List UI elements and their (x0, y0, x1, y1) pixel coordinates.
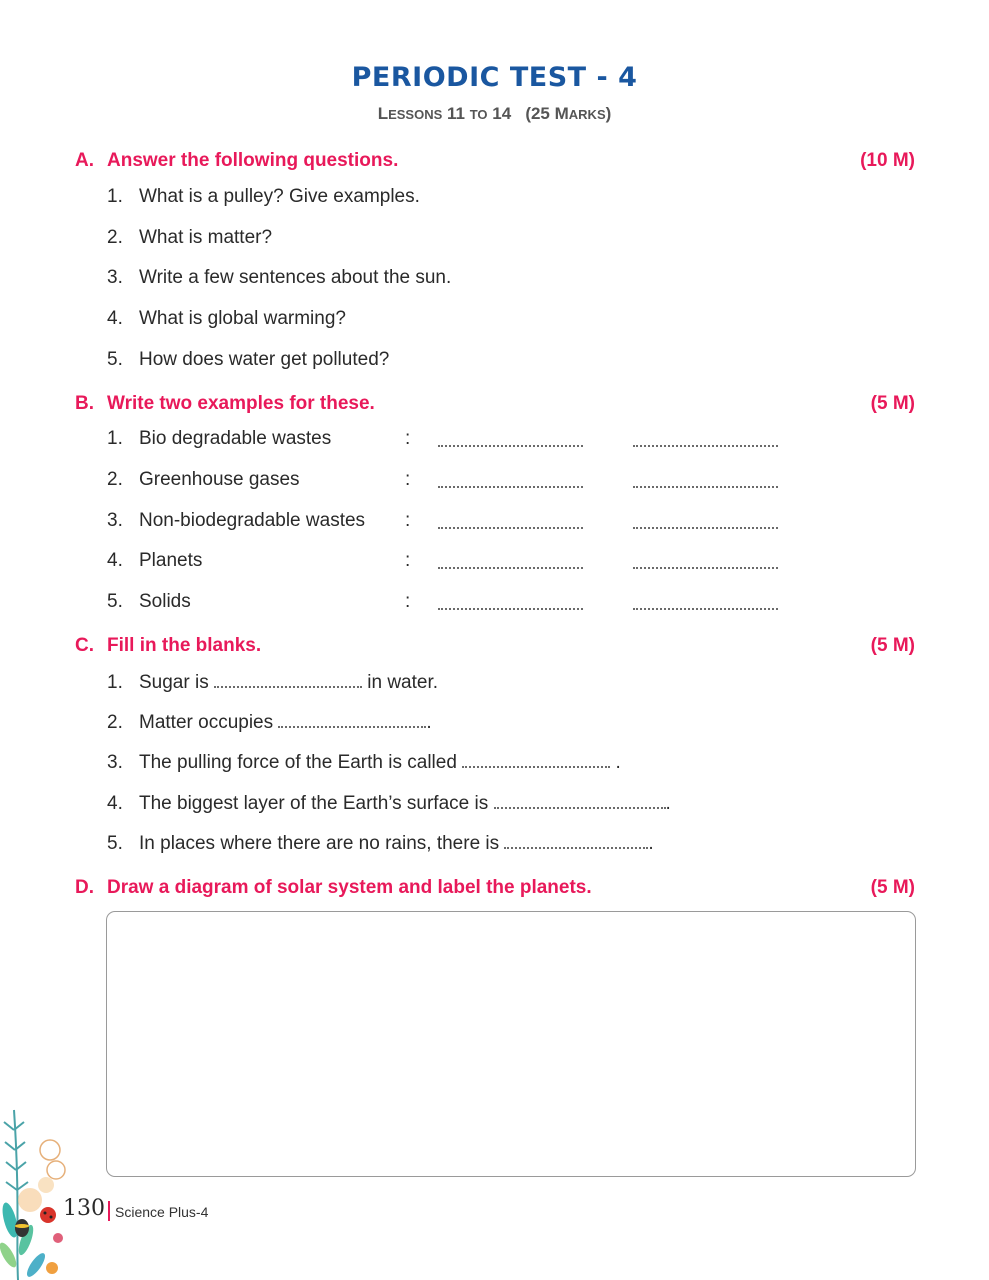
item-number: 4. (107, 793, 123, 814)
section-title: Draw a diagram of solar system and label the planets. (107, 877, 592, 898)
question-item (107, 186, 420, 208)
section-d-heading (75, 877, 915, 899)
subtitle-part: 11 (442, 104, 470, 123)
item-text: . (610, 752, 621, 773)
drawing-area[interactable] (106, 911, 916, 1177)
question-item (107, 349, 389, 371)
fill-blank-item (107, 833, 654, 855)
question-item (107, 308, 346, 330)
answer-blank[interactable] (633, 607, 778, 610)
footer-divider (108, 1201, 110, 1221)
item-number: 3. (107, 510, 123, 531)
question-item (107, 227, 272, 249)
item-text: Planets (139, 550, 203, 571)
subtitle-part: TO (469, 107, 488, 122)
item-text: Sugar is (139, 672, 214, 693)
answer-blank[interactable] (462, 765, 610, 768)
answer-blank[interactable] (438, 444, 583, 447)
section-b-heading (75, 393, 915, 415)
section-letter: D. (75, 877, 94, 898)
section-marks: (10 M) (860, 150, 915, 171)
answer-blank[interactable] (633, 444, 778, 447)
item-text: The pulling force of the Earth is called (139, 752, 463, 773)
colon: : (405, 591, 411, 612)
answer-blank[interactable] (494, 806, 666, 809)
item-text: The biggest layer of the Earth’s surface is (139, 793, 494, 814)
section-letter: A. (75, 150, 94, 171)
item-number: 1. (107, 428, 123, 449)
fill-blank-item (107, 672, 438, 694)
section-c-heading (75, 635, 915, 657)
answer-blank[interactable] (278, 725, 426, 728)
section-letter: C. (75, 635, 94, 656)
colon: : (405, 550, 411, 571)
bee-icon (15, 1219, 29, 1237)
item-text: . (426, 712, 432, 733)
item-number: 1. (107, 186, 123, 207)
item-number: 4. (107, 308, 123, 329)
answer-blank[interactable] (633, 526, 778, 529)
question-item (107, 267, 451, 289)
example-item (107, 550, 202, 572)
section-marks: (5 M) (870, 877, 915, 898)
answer-blank[interactable] (438, 566, 583, 569)
item-text: . (665, 793, 671, 814)
ladybug-icon (40, 1207, 56, 1223)
answer-blank[interactable] (214, 685, 362, 688)
section-title: Fill in the blanks. (107, 635, 262, 656)
section-letter: B. (75, 393, 94, 414)
example-item (107, 428, 331, 450)
subtitle-part: L (377, 104, 389, 123)
pink-flower-icon (46, 1233, 63, 1274)
example-item (107, 510, 365, 532)
subtitle-part: ARKS (568, 107, 606, 122)
item-number: 3. (107, 267, 123, 288)
answer-blank[interactable] (504, 846, 648, 849)
fill-blank-item (107, 712, 432, 734)
subtitle-part: 14 (25 M (487, 104, 569, 123)
section-marks: (5 M) (870, 635, 915, 656)
item-number: 4. (107, 550, 123, 571)
colon: : (405, 428, 411, 449)
item-number: 1. (107, 672, 123, 693)
item-text: . (648, 833, 654, 854)
example-item (107, 591, 191, 613)
item-number: 2. (107, 227, 123, 248)
colon: : (405, 510, 411, 531)
item-text: How does water get polluted? (139, 349, 390, 370)
item-text: Bio degradable wastes (139, 428, 332, 449)
book-name: Science Plus-4 (115, 1204, 209, 1220)
colon: : (405, 469, 411, 490)
item-number: 5. (107, 833, 123, 854)
section-title: Answer the following questions. (107, 150, 399, 171)
item-text: Solids (139, 591, 191, 612)
floral-decoration-icon (0, 1090, 80, 1280)
item-text: What is global warming? (139, 308, 346, 329)
answer-blank[interactable] (633, 566, 778, 569)
subtitle-part: ) (605, 104, 612, 123)
page-number: 130 (63, 1196, 105, 1221)
item-number: 2. (107, 712, 123, 733)
flower-icon (18, 1140, 65, 1212)
item-number: 3. (107, 752, 123, 773)
item-text: Greenhouse gases (139, 469, 300, 490)
item-number: 2. (107, 469, 123, 490)
fill-blank-item (107, 752, 621, 774)
item-text: in water. (361, 672, 439, 693)
item-number: 5. (107, 349, 123, 370)
item-text: Non-biodegradable wastes (139, 510, 366, 531)
item-number: 5. (107, 591, 123, 612)
answer-blank[interactable] (438, 526, 583, 529)
answer-blank[interactable] (438, 607, 583, 610)
answer-blank[interactable] (633, 485, 778, 488)
item-text: Matter occupies (139, 712, 279, 733)
answer-blank[interactable] (438, 485, 583, 488)
fill-blank-item (107, 793, 671, 815)
item-text: Write a few sentences about the sun. (139, 267, 452, 288)
example-item (107, 469, 300, 491)
section-marks: (5 M) (870, 393, 915, 414)
item-text: What is matter? (139, 227, 273, 248)
item-text: In places where there are no rains, there is (139, 833, 505, 854)
section-title: Write two examples for these. (107, 393, 375, 414)
item-text: What is a pulley? Give examples. (139, 186, 420, 207)
subtitle-part: ESSONS (388, 107, 443, 122)
page-title: PERIODIC TEST - 4 (351, 62, 638, 93)
page-subtitle (0, 104, 989, 124)
section-a-heading (75, 150, 915, 172)
